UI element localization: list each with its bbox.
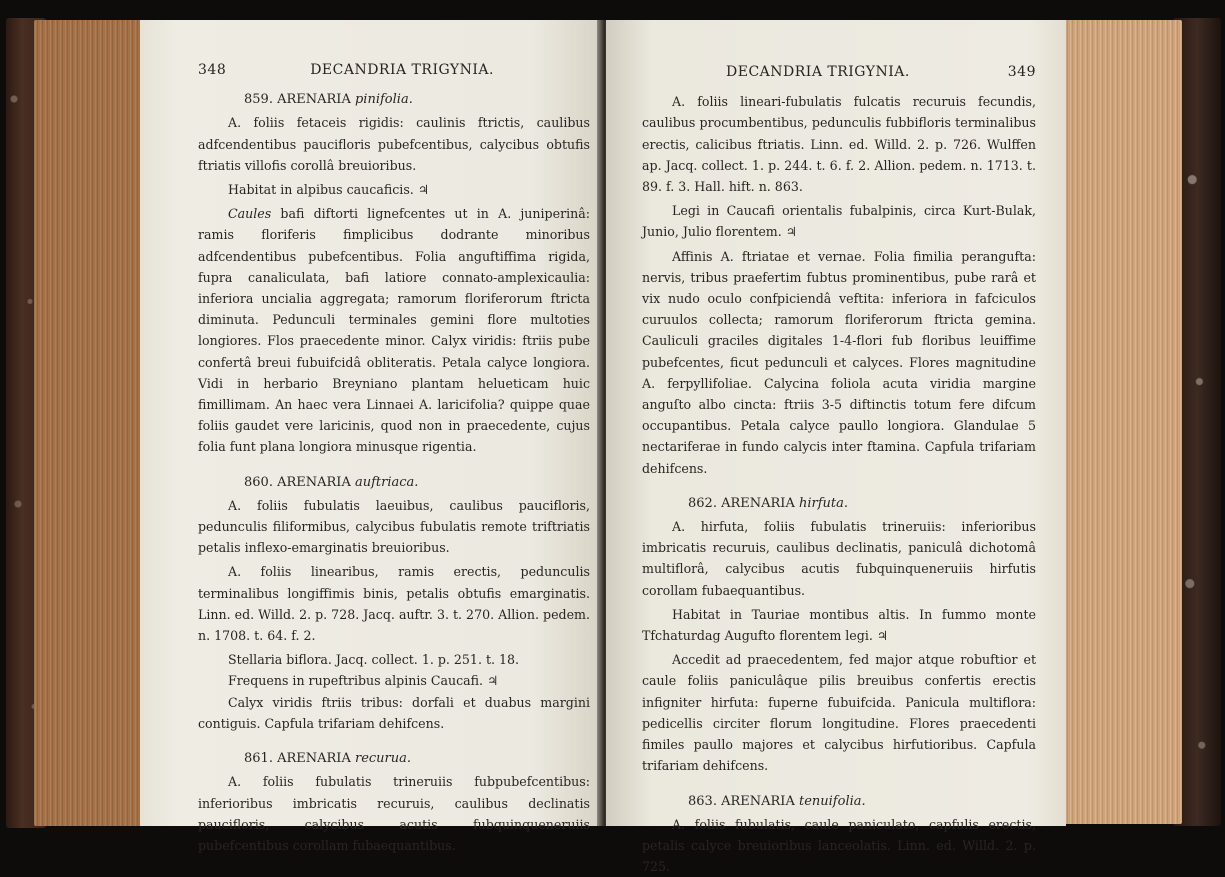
entry-habitat: Habitat in alpibus caucaficis. ♃ <box>228 182 430 198</box>
entry-number: 861. <box>244 751 273 767</box>
entry-number: 860. <box>244 474 273 490</box>
entry-diagnosis: A. hirfuta, foliis fubulatis trineruiis: inferioribus imbricatis recuruis, caulibus declinatis, paniculâ dichotomâ multiflorâ, calycibus acutis fubquinqueneruiis hirfutis corollam fubaequantibus. <box>642 519 1036 598</box>
entry-habitat: Habitat in Tauriae montibus altis. In fummo monte Tfchaturdag Augufto florentem legi. ♃ <box>642 606 1036 644</box>
entry-heading <box>198 748 590 769</box>
entry-genus: ARENARIA <box>277 92 351 108</box>
perennial-symbol: ♃ <box>417 182 430 198</box>
running-head: DECANDRIA TRIGYNIA. <box>310 62 494 78</box>
entry-heading <box>642 493 1036 514</box>
entry-number: 862. <box>688 495 717 511</box>
entry-description: Affinis A. ftriatae et vernae. Folia fimilia perangufta: nervis, tribus praefertim fubtus prominentibus, pube rarâ et vix nudo oculo confpiciendâ veftita: inferiora in fafciculos curuulos collecta; ramorum floriferorum ftricta gemina. Cauliculi graciles digitales 1-4-flori fub floribus leuiffime pubefcentes, ficut pedunculi et calyces. Flores magnitudine A. ferpyllifoliae. Calycina foliola acuta viridia margine anguſto albo cincta: ftriis 3-5 diftinctis totum fere difcum occupantibus. Petala calyce paullo longiora. Glandulae 5 nectariferae in fundo calycis inter ftamina. Capfula trifariam dehifcens. <box>642 248 1036 476</box>
page-number: 349 <box>1007 64 1036 80</box>
entry-species: hirfuta. <box>798 495 849 511</box>
entry-description: Caules bafi diftorti lignefcentes ut in A. juniperinâ: ramis floriferis fimplicibus dodrante minoribus adfcendentibus pubefcentibus. Folia anguftiffima rigida, fupra canaliculata, bafi latiore connato-amplexicaulia: inferiora uncialia aggregata; ramorum floriferorum ftricta diminuta. Pedunculi terminales gemini flore multoties longiores. Flos praecedente minor. Calyx viridis: ftriis pube confertâ breui fubuifcidâ obliteratis. Petala calyce longiora. Vidi in herbario Breyniano plantam helueticam huic fimillimam. An haec vera Linnaei A. laricifolia? quippe quae foliis gaudet vere laricinis, quod non in praecedente, cujus folia funt plana longiora minusque rigentia. <box>198 206 590 455</box>
right-page-edges <box>1064 20 1182 824</box>
entry-species: recurua. <box>354 751 412 767</box>
running-head: DECANDRIA TRIGYNIA. <box>726 64 910 80</box>
entry-synonym: Stellaria biflora. Jacq. collect. 1. p. 251. t. 18. <box>228 652 520 668</box>
perennial-symbol: ♃ <box>876 628 889 644</box>
entry-habitat: Legi in Caucafi orientalis fubalpinis, circa Kurt-Bulak, Junio, Julio florentem. ♃ <box>642 203 1036 240</box>
left-page-header <box>198 60 590 81</box>
entry-heading <box>642 791 1036 812</box>
right-page-header <box>642 62 1036 83</box>
entry-continuation: A. foliis lineari-fubulatis fulcatis recuruis fecundis, caulibus procumbentibus, pedunculis fubbifloris terminalibus erectis, calicibus ftriatis. Linn. ed. Willd. 2. p. 726. Wulffen ap. Jacq. collect. 1. p. 244. t. 6. f. 2. Allion. pedem. n. 1713. t. 89. f. 3. Hall. hift. n. 863. <box>642 94 1036 195</box>
entry-species: auftriaca. <box>354 474 419 490</box>
entry-habitat: Frequens in rupeftribus alpinis Caucafi. ♃ <box>228 673 499 689</box>
entry-genus: ARENARIA <box>277 474 351 490</box>
perennial-symbol: ♃ <box>785 224 798 240</box>
perennial-symbol: ♃ <box>487 673 499 689</box>
description-lead: Caules <box>228 206 272 222</box>
entry-genus: ARENARIA <box>721 495 795 511</box>
entry-diagnosis: A. foliis fetaceis rigidis: caulinis ftrictis, caulibus adfcendentibus paucifloris pubefcentibus, calycibus obtufis ftriatis villofis corollâ breuioribus. <box>198 115 590 173</box>
entry-heading <box>198 472 590 493</box>
entry-description: Calyx viridis ftriis tribus: dorfali et duabus margini contiguis. Capfula trifariam dehifcens. <box>198 694 590 731</box>
entry-number: 859. <box>244 92 273 108</box>
entry-genus: ARENARIA <box>277 751 351 767</box>
left-page <box>140 20 602 853</box>
entry-diagnosis: A. foliis fubulatis, caule paniculato, capfulis erectis, petalis calyce breuioribus lanceolatis. Linn. ed. Willd. 2. p. 725. <box>642 816 1036 875</box>
entry-genus: ARENARIA <box>721 793 795 809</box>
entry-synonym: A. foliis linearibus, ramis erectis, pedunculis terminalibus longiffimis binis, petalis obtufis emarginatis. Linn. ed. Willd. 2. p. 728. Jacq. auftr. 3. t. 270. Allion. pedem. n. 1708. t. 64. f. 2. <box>198 564 590 644</box>
page-number: 348 <box>198 62 227 78</box>
entry-heading <box>198 89 590 110</box>
entry-diagnosis: A. foliis fubulatis trineruiis fubpubefcentibus: inferioribus imbricatis recuruis, caulibus declinatis paucifloris, calycibus acutis fubquinqueneruiis pubefcentibus corollam fubaequantibus. <box>198 774 590 853</box>
entry-species: pinifolia. <box>354 92 413 108</box>
right-page <box>606 20 1066 875</box>
entry-description: Accedit ad praecedentem, fed major atque robuftior et caule foliis paniculâque pilis breuibus confertis erectis infigniter hirfuta: fuperne fubuifcida. Panicula multiflora: pedicellis circiter florum longitudine. Flores praecedenti fimiles paullo majores et calycibus hirfutioribus. Capfula trifariam dehifcens. <box>642 652 1036 774</box>
entry-diagnosis: A. foliis fubulatis laeuibus, caulibus paucifloris, pedunculis filiformibus, calycibus fubulatis remote triftriatis petalis inflexo-emarginatis breuioribus. <box>198 497 590 556</box>
entry-number: 863. <box>688 793 717 809</box>
left-page-edges <box>34 20 148 826</box>
entry-species: tenuifolia. <box>798 793 866 809</box>
